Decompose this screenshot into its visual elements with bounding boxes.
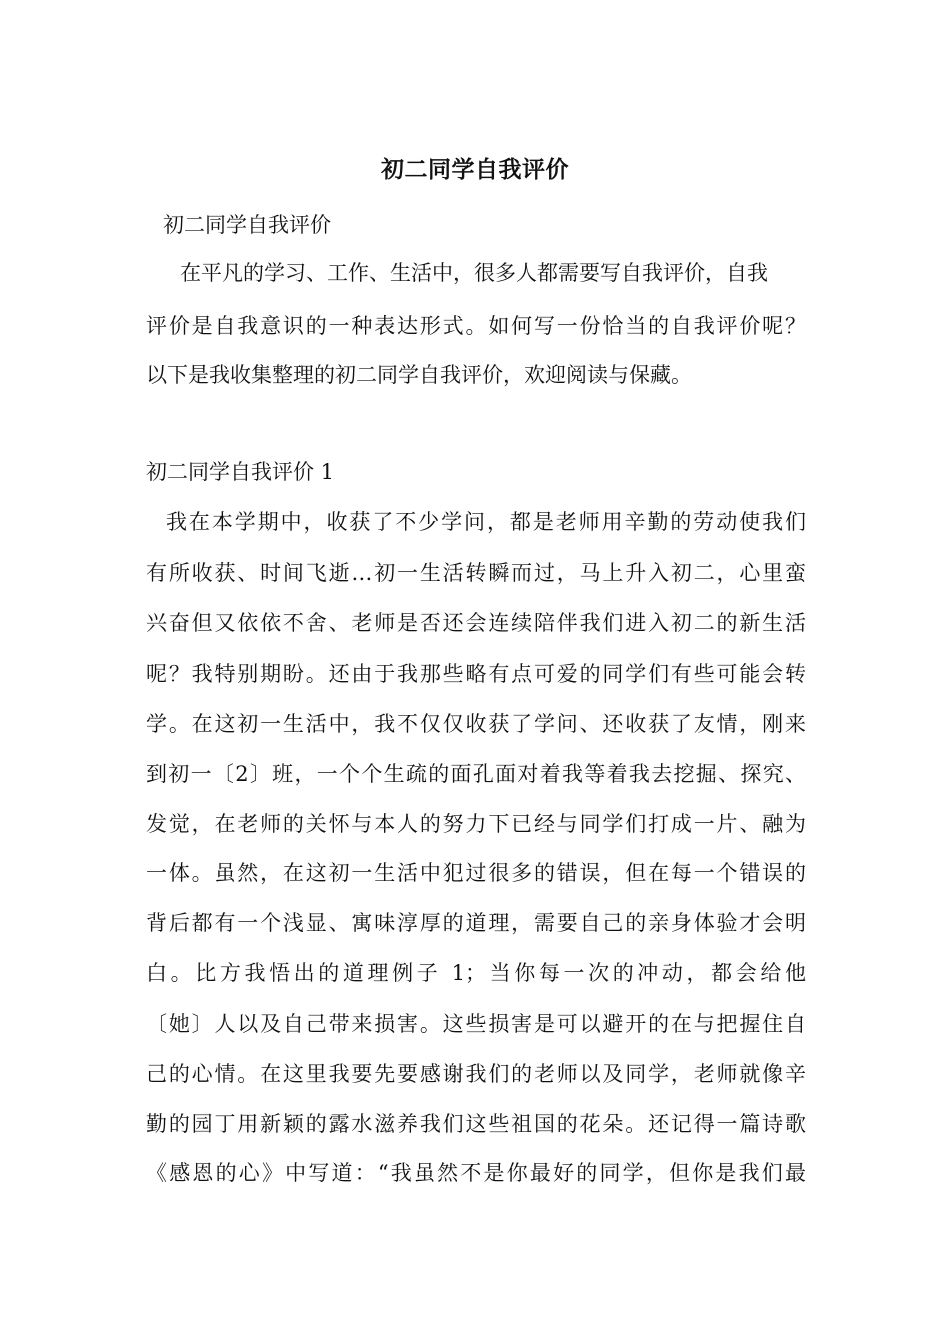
body-line: 己的心情。在这里我要先要感谢我们的老师以及同学，老师就像辛 bbox=[146, 1062, 806, 1086]
body-line: 到初一〔2〕班，一个个生疏的面孔面对着我等着我去挖掘、探究、 bbox=[146, 762, 806, 786]
intro-line: 在平凡的学习、工作、生活中，很多人都需要写自我评价，自我 bbox=[180, 261, 768, 285]
body-line: 背后都有一个浅显、寓味淳厚的道理，需要自己的亲身体验才会明 bbox=[146, 911, 806, 935]
body-line: 我在本学期中，收获了不少学问，都是老师用辛勤的劳动使我们 bbox=[166, 510, 806, 534]
subtitle: 初二同学自我评价 bbox=[163, 213, 331, 237]
intro-line: 以下是我收集整理的初二同学自我评价，欢迎阅读与保藏。 bbox=[146, 363, 692, 387]
body-line: 呢？我特别期盼。还由于我那些略有点可爱的同学们有些可能会转 bbox=[146, 662, 806, 686]
body-line: 学。在这初一生活中，我不仅仅收获了学问、还收获了友情，刚来 bbox=[146, 712, 806, 736]
body-line: 有所收获、时间飞逝…初一生活转瞬而过，马上升入初二，心里蛮 bbox=[146, 561, 806, 585]
body-line: 发觉，在老师的关怀与本人的努力下已经与同学们打成一片、融为 bbox=[146, 812, 806, 836]
body-line: 一体。虽然，在这初一生活中犯过很多的错误，但在每一个错误的 bbox=[146, 861, 806, 885]
body-line: 《感恩的心》中写道：“我虽然不是你最好的同学，但你是我们最 bbox=[146, 1161, 806, 1185]
section-heading: 初二同学自我评价 1 bbox=[146, 460, 335, 484]
body-line: 兴奋但又依依不舍、老师是否还会连续陪伴我们进入初二的新生活 bbox=[146, 611, 806, 635]
body-line: 白。比方我悟出的道理例子 1；当你每一次的冲动，都会给他 bbox=[146, 961, 806, 985]
body-line: 勤的园丁用新颖的露水滋养我们这些祖国的花朵。还记得一篇诗歌 bbox=[146, 1112, 806, 1136]
body-line: 〔她〕人以及自己带来损害。这些损害是可以避开的在与把握住自 bbox=[146, 1012, 806, 1036]
intro-line: 评价是自我意识的一种表达形式。如何写一份恰当的自我评价呢？ bbox=[146, 314, 806, 338]
document-title: 初二同学自我评价 bbox=[381, 156, 569, 183]
